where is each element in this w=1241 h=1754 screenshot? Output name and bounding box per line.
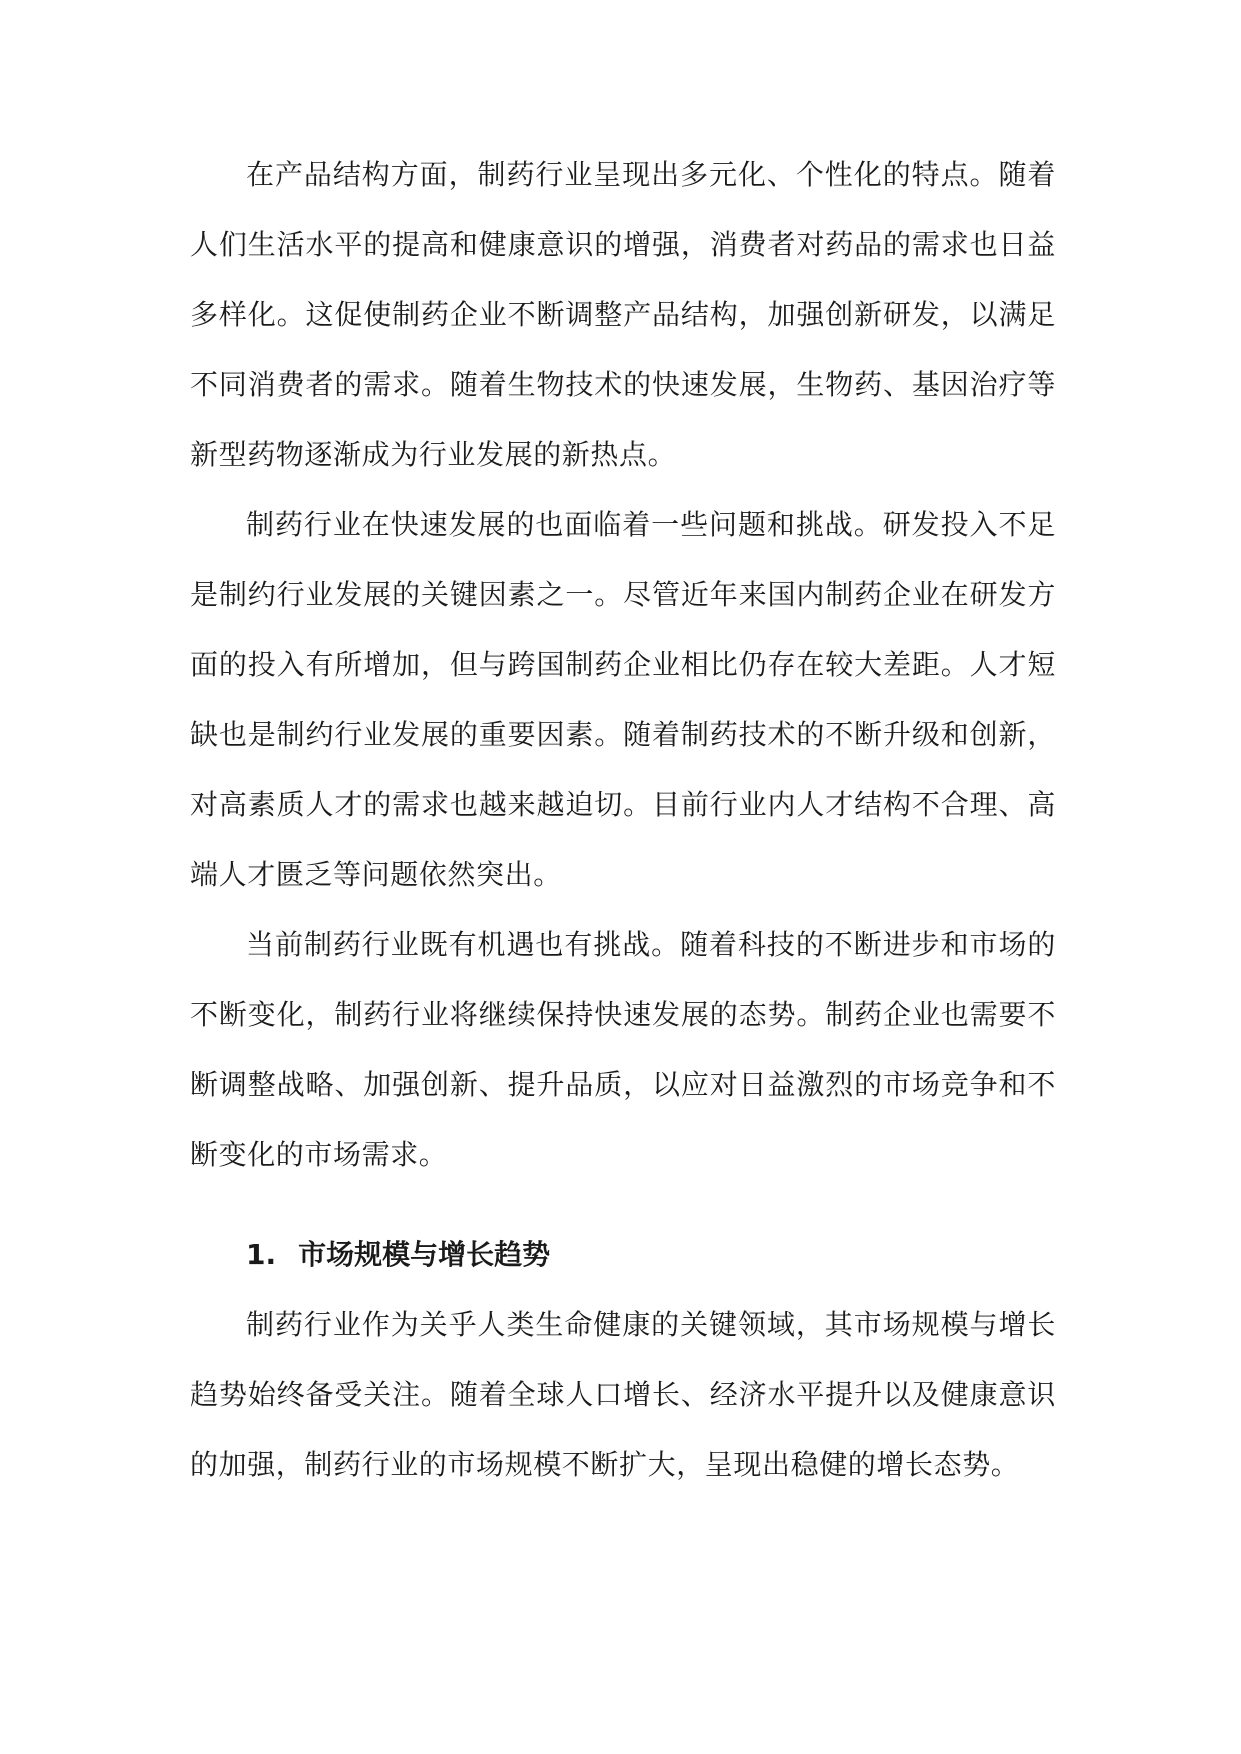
paragraph-challenges: 制药行业在快速发展的也面临着一些问题和挑战。研发投入不足是制约行业发展的关键因素之一。尽管近年来国内制药企业在研发方面的投入有所增加，但与跨国制药企业相比仍存在较大差距。人才短缺也是制约行业发展的重要因素。随着制药技术的不断升级和创新，对高素质人才的需求也越来越迫切。目前行业内人才结构不合理、高端人才匮乏等问题依然突出。 — [190, 508, 1056, 891]
section-number: 1. — [246, 1238, 277, 1271]
paragraph-market-size: 制药行业作为关乎人类生命健康的关键领域，其市场规模与增长趋势始终备受关注。随着全球人口增长、经济水平提升以及健康意识的加强，制药行业的市场规模不断扩大，呈现出稳健的增长态势。 — [190, 1308, 1056, 1481]
section-heading — [190, 1220, 1056, 1290]
paragraph-outlook: 当前制药行业既有机遇也有挑战。随着科技的不断进步和市场的不断变化，制药行业将继续保持快速发展的态势。制药企业也需要不断调整战略、加强创新、提升品质，以应对日益激烈的市场竞争和不断变化的市场需求。 — [190, 928, 1056, 1171]
paragraph-product-structure: 在产品结构方面，制药行业呈现出多元化、个性化的特点。随着人们生活水平的提高和健康意识的增强，消费者对药品的需求也日益多样化。这促使制药企业不断调整产品结构，加强创新研发，以满足不同消费者的需求。随着生物技术的快速发展，生物药、基因治疗等新型药物逐渐成为行业发展的新热点。 — [190, 158, 1056, 471]
section-title: 市场规模与增长趋势 — [298, 1238, 551, 1271]
document-body — [190, 140, 1056, 1500]
